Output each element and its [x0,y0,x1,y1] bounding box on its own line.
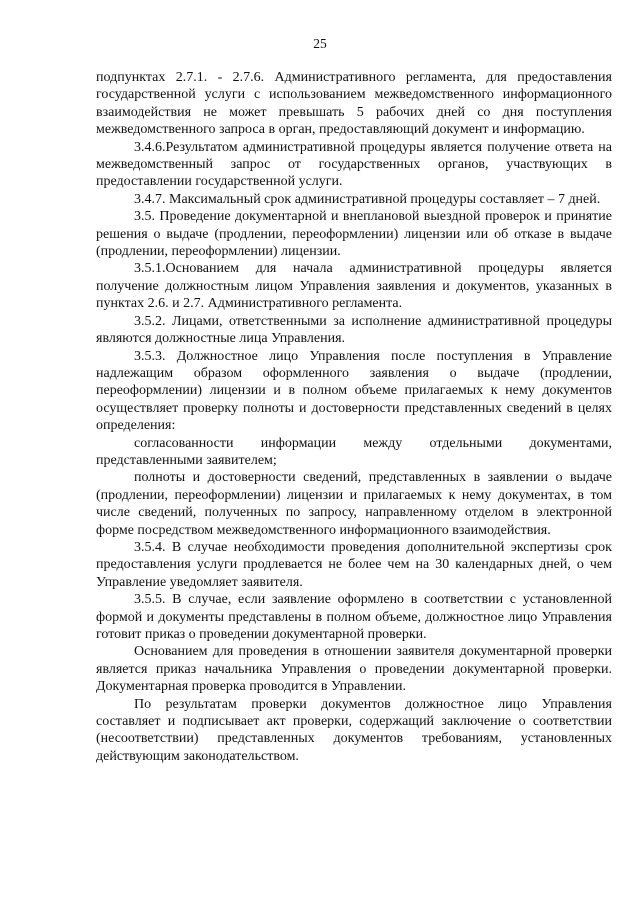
paragraph: Основанием для проведения в отношении заявителя документарной проверки является приказ начальника Управления о проведении документарной проверки. Документарная проверка проводится в Управлении. [96,644,612,695]
document-body [96,69,612,765]
paragraph: 3.4.7. Максимальный срок административной процедуры составляет – 7 дней. [134,191,601,207]
paragraph: 3.5.5. В случае, если заявление оформлено в соответствии с установленной формой и документы представлены в полном объеме, должностное лицо Управления готовит приказ о проведении документарной проверки. [96,592,612,642]
paragraph: 3.5.2. Лицами, ответственными за исполнение административной процедуры являются должностные лица Управления. [96,313,612,347]
paragraph: По результатам проверки документов должностное лицо Управления составляет и подписывает акт проверки, содержащий заключение о соответствии (несоответствии) представленных документов требованиям, установленных действующим законодательством. [96,696,612,764]
paragraph: полноты и достоверности сведений, представленных в заявлении о выдаче (продлении, переоформлении) лицензии и прилагаемых к нему документах, в том числе сведений, полученных по запросу, направленному отделом в электронной форме посредством межведомственного информационного взаимодействия. [96,470,612,538]
paragraph: согласованности информации между отдельными документами, представленными заявителем; [96,435,612,468]
page-number: 25 [313,36,327,51]
paragraph: подпунктах 2.7.1. - 2.7.6. Административного регламента, для предоставления государственной услуги с использованием межведомственного информационного взаимодействия не может превышать 5 рабочих дней со дня поступления межведомственного запроса в орган, предоставляющий документ и информацию. [96,70,612,138]
paragraph: 3.5. Проведение документарной и внеплановой выездной проверок и принятие решения о выдаче (продлении, переоформлении) лицензии или об отказе в выдаче (продлении, переоформлении) лицензии. [96,209,612,260]
paragraph: 3.5.1.Основанием для начала административной процедуры является получение должностным лицом Управления заявления и документов, указанных в пунктах 2.6. и 2.7. Административного регламента. [96,261,612,312]
paragraph: 3.4.6.Результатом административной процедуры является получение ответа на межведомственный запрос от государственных органов, участвующих в предоставлении государственной услуги. [96,139,612,190]
paragraph: 3.5.3. Должностное лицо Управления после поступления в Управление надлежащим образом оформленного заявления о выдаче (продлении, переоформлении) лицензии и в полном объеме прилагаемых к нему документов осуществляет проверку полноты и достоверности представленных сведений в целях определения: [96,348,612,434]
paragraph: 3.5.4. В случае необходимости проведения дополнительной экспертизы срок предоставления услуги продлевается не более чем на 30 календарных дней, о чем Управление уведомляет заявителя. [96,539,612,590]
